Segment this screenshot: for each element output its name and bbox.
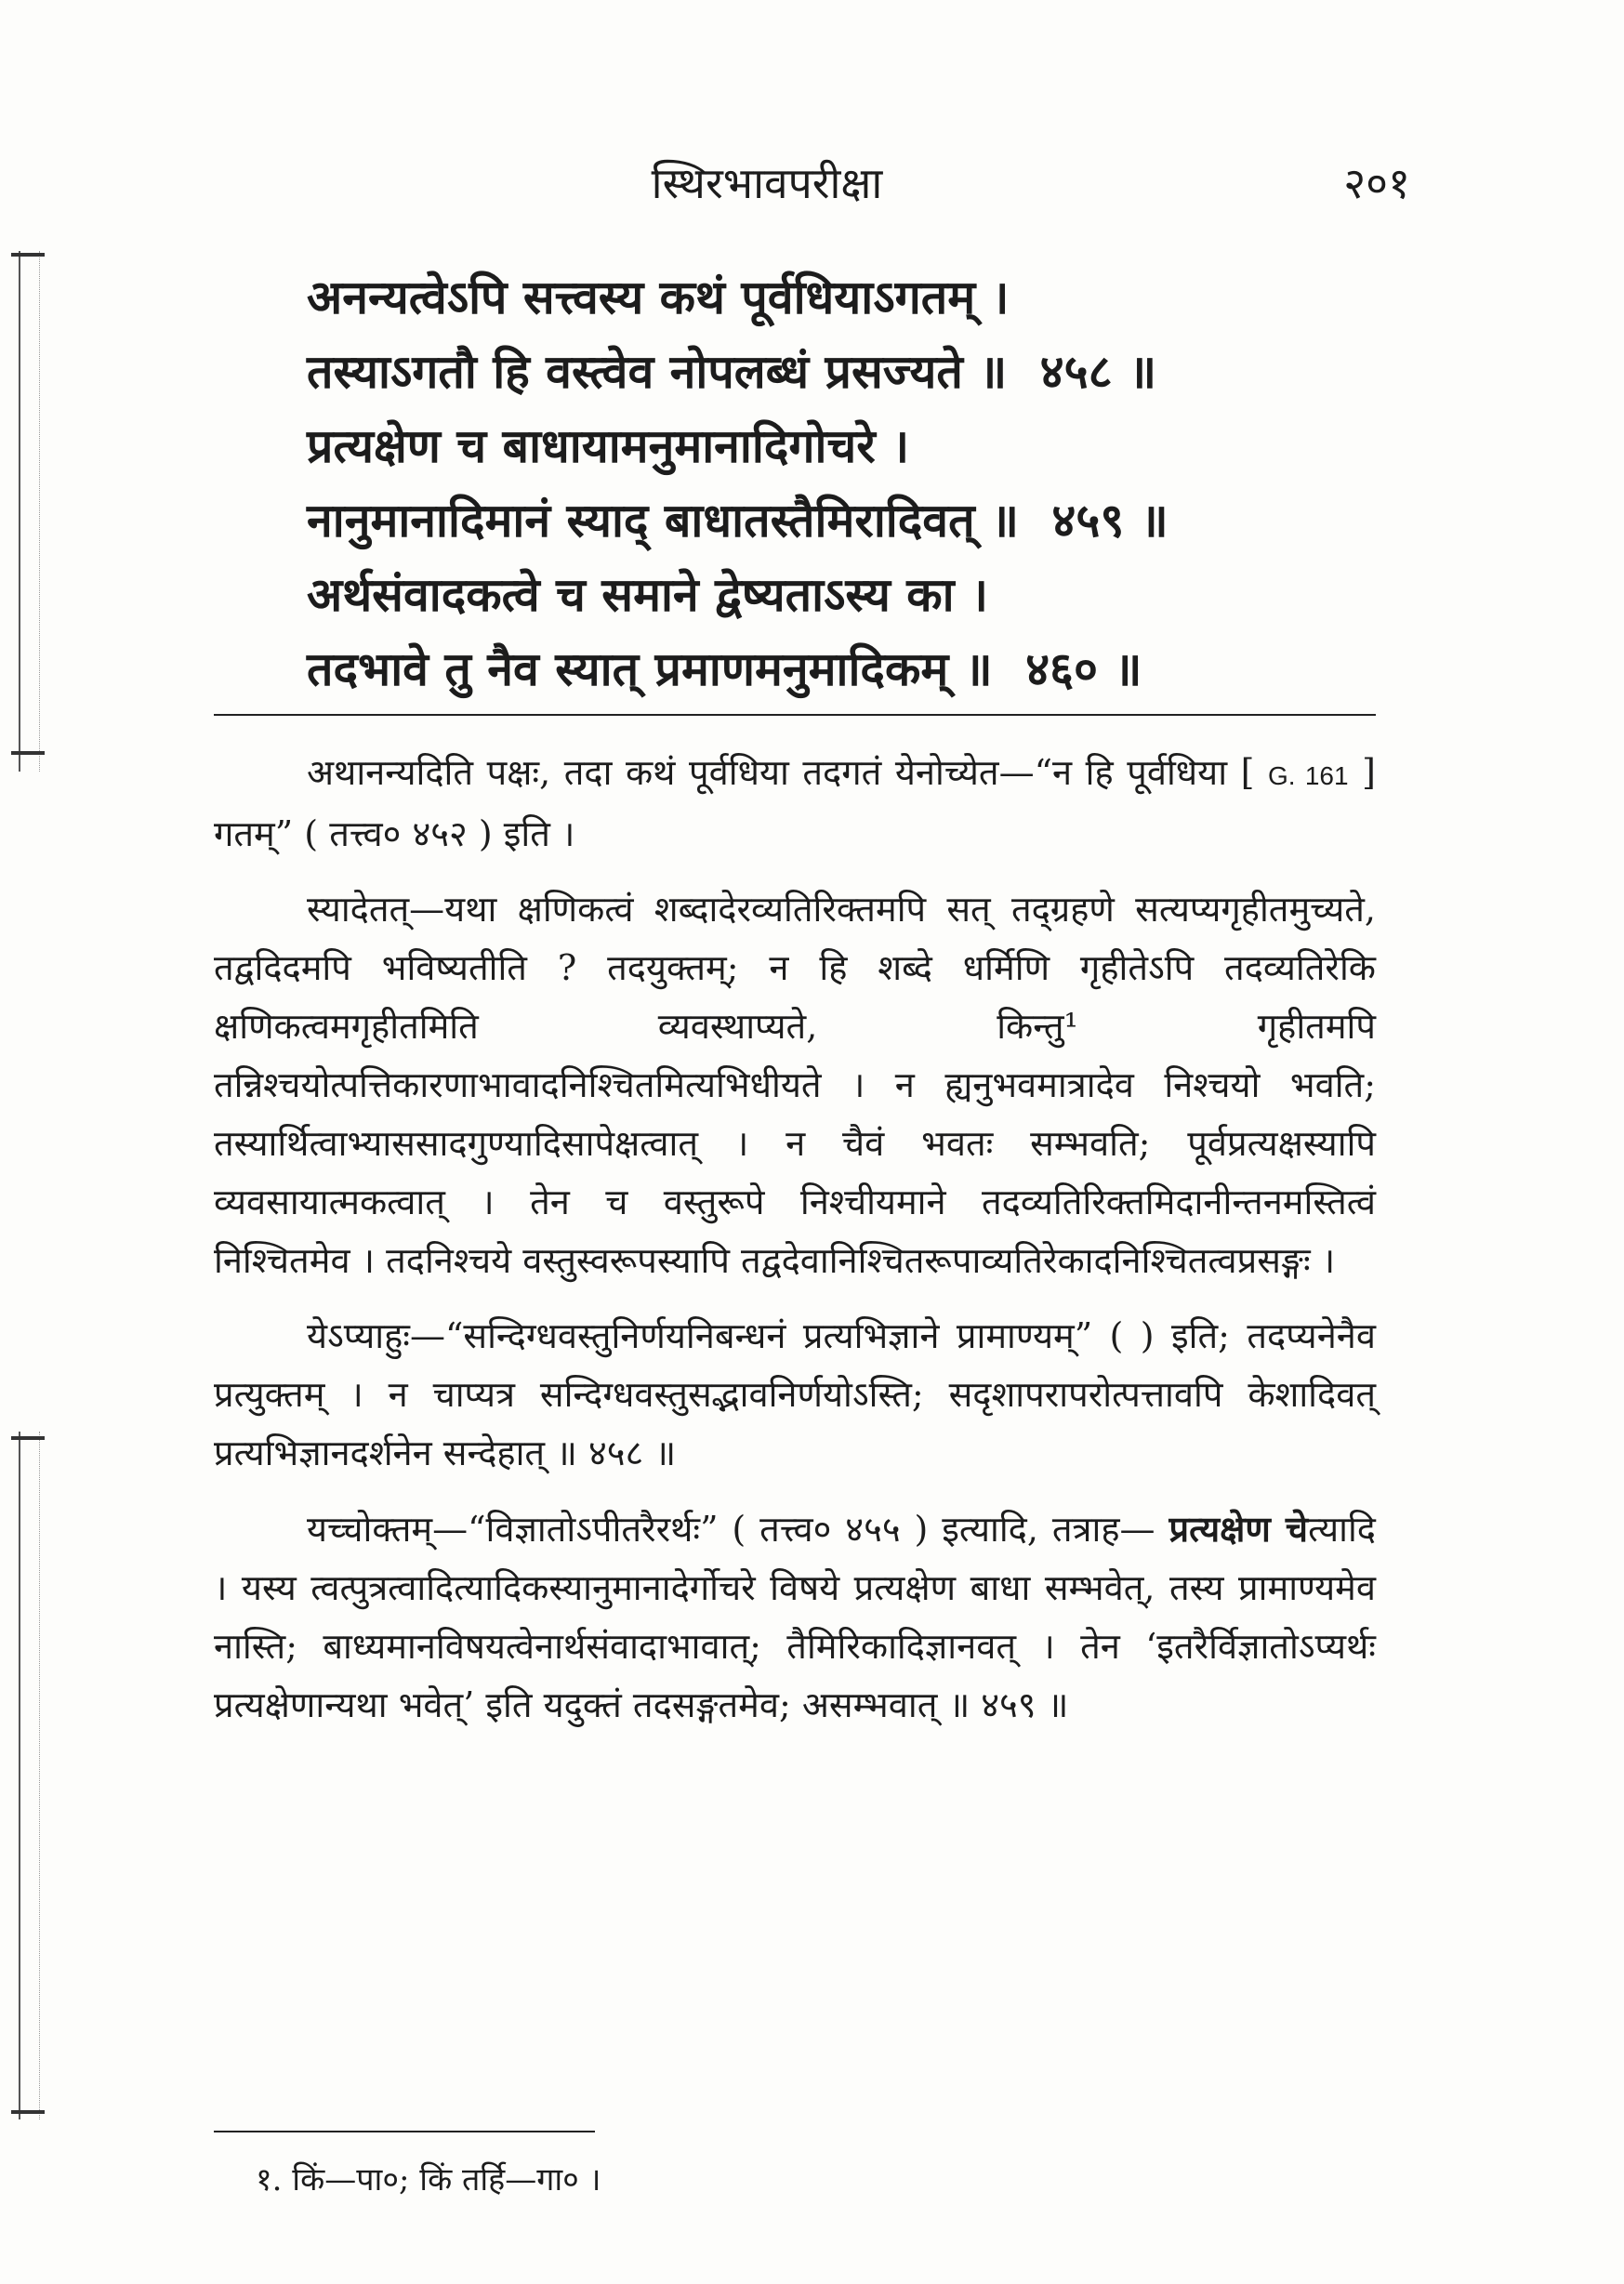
- commentary: [214, 744, 1376, 1751]
- section-divider: [214, 714, 1376, 716]
- verse-number: ४५८ ॥: [1039, 344, 1157, 399]
- commentary-paragraph: येऽप्याहुः—“सन्दिग्धवस्तुनिर्णयनिबन्धनं प्रत्यभिज्ञाने प्रामाण्यम्” ( ) इति; तदप्यनेनैव प्रत्युक्तम् । न चाप्यत्र सन्दिग्धवस्तुसद्भावनिर्णयोऽस्ति; सदृशापरापरोत्पत्तावपि केशादिवत् प्रत्यभिज्ञानदर्शनेन सन्देहात् ॥ ४५८ ॥: [214, 1315, 1376, 1473]
- page-marker: G. 161: [1268, 761, 1349, 790]
- paragraph-text: त्यादि । यस्य त्वत्पुत्रत्वादित्यादिकस्यानुमानादेर्गोचरे विषये प्रत्यक्षेण बाधा सम्भवेत्, तस्य प्रामाण्यमेव नास्ति; बाध्यमानविषयत्वेनार्थसंवादाभावात्; तैमिरिकादिज्ञानवत् । तेन ‘इतरैर्विज्ञातोऽप्यर्थः प्रत्यक्षेणान्यथा भवेत्’ इति यदुक्तं तदसङ्गतमेव; असम्भवात् ॥ ४५९ ॥: [214, 1509, 1376, 1725]
- commentary-paragraph: स्यादेतत्—यथा क्षणिकत्वं शब्दादेरव्यतिरिक्तमपि सत् तद्ग्रहणे सत्यप्यगृहीतमुच्यते, तद्वदिदमपि भविष्यतीति ? तदयुक्तम्; न हि शब्दे धर्मिणि गृहीतेऽपि तदव्यतिरेकि क्षणिकत्वमगृहीतमिति व्यवस्थाप्यते, किन्तु¹ गृहीतमपि तन्निश्चयोत्पत्तिकारणाभावादनिश्चितमित्यभिधीयते । न ह्यनुभवमात्रादेव निश्चयो भवति; तस्यार्थित्वाभ्याससादगुण्यादिसापेक्षत्वात् । न चैवं भवतः सम्भवति; पूर्वप्रत्यक्षस्यापि व्यवसायात्मकत्वात् । तेन च वस्तुरूपे निश्चीयमाने तदव्यतिरिक्तमिदानीन्तनमस्तित्वं निश्चितमेव । तदनिश्चये वस्तुस्वरूपस्यापि तद्वदेवानिश्चितरूपाव्यतिरेकादनिश्चितत्वप्रसङ्गः ।: [214, 889, 1376, 1281]
- footnote: १. किं—पा०; किं तर्हि—गा० ।: [256, 2161, 601, 2198]
- binding-mark: [11, 253, 45, 257]
- page-title: स्थिरभावपरीक्षा: [651, 158, 883, 208]
- verse-block: [307, 260, 1376, 706]
- verse-line: [307, 483, 1376, 558]
- verse-text: तदभावे तु नैव स्यात् प्रमाणमनुमादिकम् ॥: [307, 641, 993, 696]
- verse-text: नानुमानादिमानं स्याद् बाधातस्तैमिरादिवत् ॥: [307, 493, 1019, 548]
- verse-number: ४६० ॥: [1025, 641, 1142, 696]
- verse-number: ४५९ ॥: [1051, 493, 1168, 548]
- verse-line: [307, 260, 1376, 335]
- running-head: [0, 153, 1624, 218]
- bold-quote: प्रत्यक्षेण चे: [1168, 1508, 1309, 1550]
- paragraph-text: अथानन्यदिति पक्षः, तदा कथं पूर्वधिया तदगतं येनोच्येत—“न हि पूर्वधिया [: [307, 752, 1255, 793]
- verse-line: [307, 335, 1376, 409]
- binding-edge-bottom: [19, 1432, 40, 2119]
- binding-mark: [11, 751, 45, 755]
- binding-mark: [11, 2110, 45, 2114]
- commentary-paragraph: [214, 744, 1376, 864]
- page-number: २०१: [1343, 158, 1410, 208]
- verse-text: अर्थसंवादकत्वे च समाने द्वेष्यताऽस्य का ।: [307, 567, 988, 622]
- binding-edge-top: [19, 251, 40, 772]
- footnote-divider: [214, 2131, 595, 2132]
- verse-line: [307, 409, 1376, 483]
- verse-text: प्रत्यक्षेण च बाधायामनुमानादिगोचरे ।: [307, 418, 910, 473]
- commentary-paragraph: [214, 1499, 1376, 1735]
- binding-mark: [11, 1436, 45, 1440]
- verse-text: तस्याऽगतौ हि वस्त्वेव नोपलब्धं प्रसज्यते ॥: [307, 344, 1008, 399]
- verse-line: [307, 558, 1376, 632]
- paragraph-text: यच्चोक्तम्—“विज्ञातोऽपीतरैरर्थः” ( तत्त्व० ४५५ ) इत्यादि, तत्राह—: [307, 1509, 1155, 1550]
- verse-text: अनन्यत्वेऽपि सत्त्वस्य कथं पूर्वधियाऽगतम् ।: [307, 270, 1010, 324]
- verse-line: [307, 632, 1376, 706]
- paragraph-text: ] गतम्” ( तत्त्व० ४५२ ) इति ।: [214, 752, 1376, 854]
